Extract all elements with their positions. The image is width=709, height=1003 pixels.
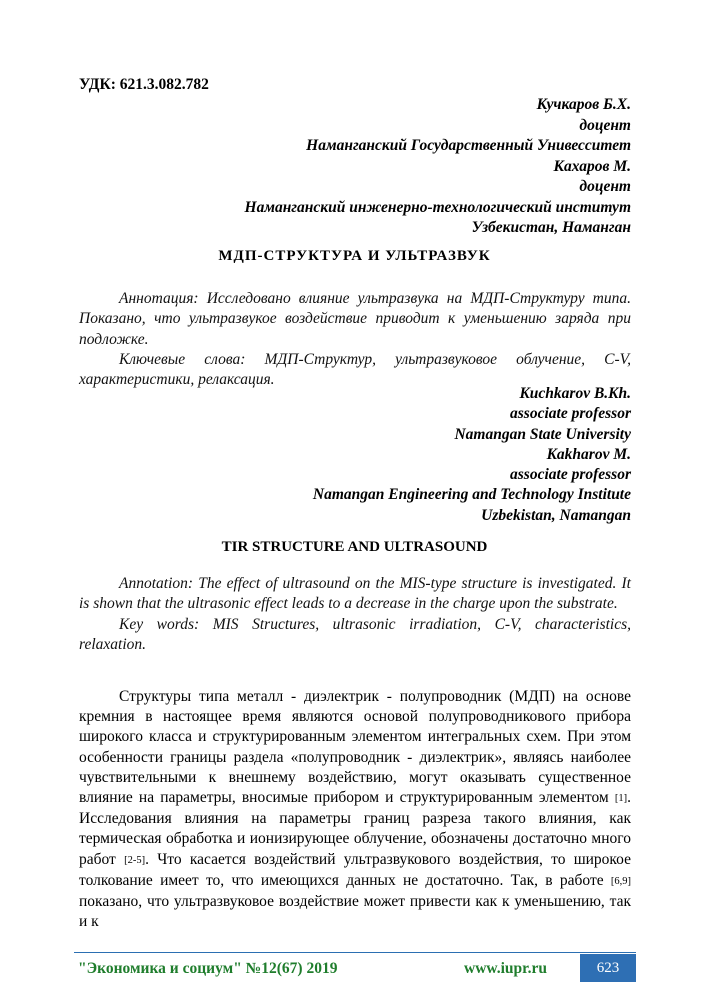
body-text (79, 687, 631, 932)
author-en-line: associate professor (510, 466, 631, 484)
author-ru-line: Наманганский инженерно-технологический институт (244, 198, 631, 216)
citation-ref[interactable]: [1] (614, 793, 628, 805)
keywords-en: Key words: MIS Structures, ultrasonic irradiation, C-V, characteristics, relaxation. (79, 615, 631, 653)
author-en-line: Uzbekistan, Namangan (481, 506, 631, 524)
body-text-part: . Исследования влияния на параметры границ разреза такого влияния, как термическая обработка и ионизирующее облучение, обозначены достаточно много работ (79, 789, 631, 868)
citation-ref[interactable]: [6,9] (610, 875, 631, 887)
author-ru-line: Наманганский Государственный Унивесситет (306, 137, 631, 154)
author-en-line: Namangan Engineering and Technology Institute (312, 486, 631, 504)
author-ru-line: доцент (579, 116, 631, 134)
author-ru-line: Кахаров М. (553, 157, 631, 175)
keywords-ru: Ключевые слова: МДП-Структур, ультразвуковое облучение, C-V, характеристики, релаксация. (79, 350, 631, 389)
abstract-en: Annotation: The effect of ultrasound on the MIS-type structure is investigated. It is shown that the ultrasonic effect leads to a decrease in the charge upon the substrate. (79, 575, 631, 613)
abstract-en-block (79, 574, 631, 655)
citation-ref[interactable]: [2-5] (124, 854, 146, 866)
authors-en (313, 384, 631, 526)
title-ru: МДП-СТРУКТУРА И УЛЬТРАЗВУК (218, 248, 491, 264)
footer-website-link[interactable]: www.iupr.ru (464, 960, 547, 977)
author-ru-line: доцент (579, 178, 631, 195)
authors-ru (245, 95, 631, 239)
author-en-line: Kuchkarov B.Kh. (519, 385, 631, 402)
author-en-line: Kakharov M. (546, 445, 631, 463)
body-text-part: Структуры типа металл - диэлектрик - полупроводник (МДП) на основе кремния в настоящее время являются основой полупроводникового прибора широкого класса и структурированным элементом интегральных схем. При этом особенности границы раздела «полупроводник - диэлектрик», являясь наиболее чувствительными к внешнему воздействию, могут оказывать существенное влияние на параметры, вносимые прибором и структурированным элементом (79, 688, 631, 807)
author-en-line: Namangan State University (454, 425, 631, 443)
footer-divider (74, 952, 636, 953)
body-text-part: показано, что ультразвуковое воздействие может привести как к уменьшению, так и к (79, 893, 631, 931)
udc-code: УДК: 621.3.082.782 (79, 76, 209, 93)
page-number-badge: 623 (580, 954, 636, 982)
body-text-part: . Что касается воздействий ультразвукового воздействия, то широкое толкование имеет то, что имеющихся данных не достаточно. Так, в работе (79, 850, 631, 889)
abstract-ru-block (79, 289, 631, 390)
body-paragraph (79, 687, 631, 932)
author-en-line: associate professor (510, 405, 631, 423)
footer-journal-title: "Экономика и социум" №12(67) 2019 (78, 960, 338, 977)
author-ru-line: Узбекистан, Наманган (471, 219, 631, 236)
title-en: TIR STRUCTURE AND ULTRASOUND (221, 539, 488, 555)
author-ru-line: Кучкаров Б.Х. (536, 96, 631, 113)
abstract-ru: Аннотация: Исследовано влияние ультразвука на МДП-Структуру типа. Показано, что ультразвукое воздействие приводит к уменьшению заряда при подложке. (79, 290, 631, 348)
